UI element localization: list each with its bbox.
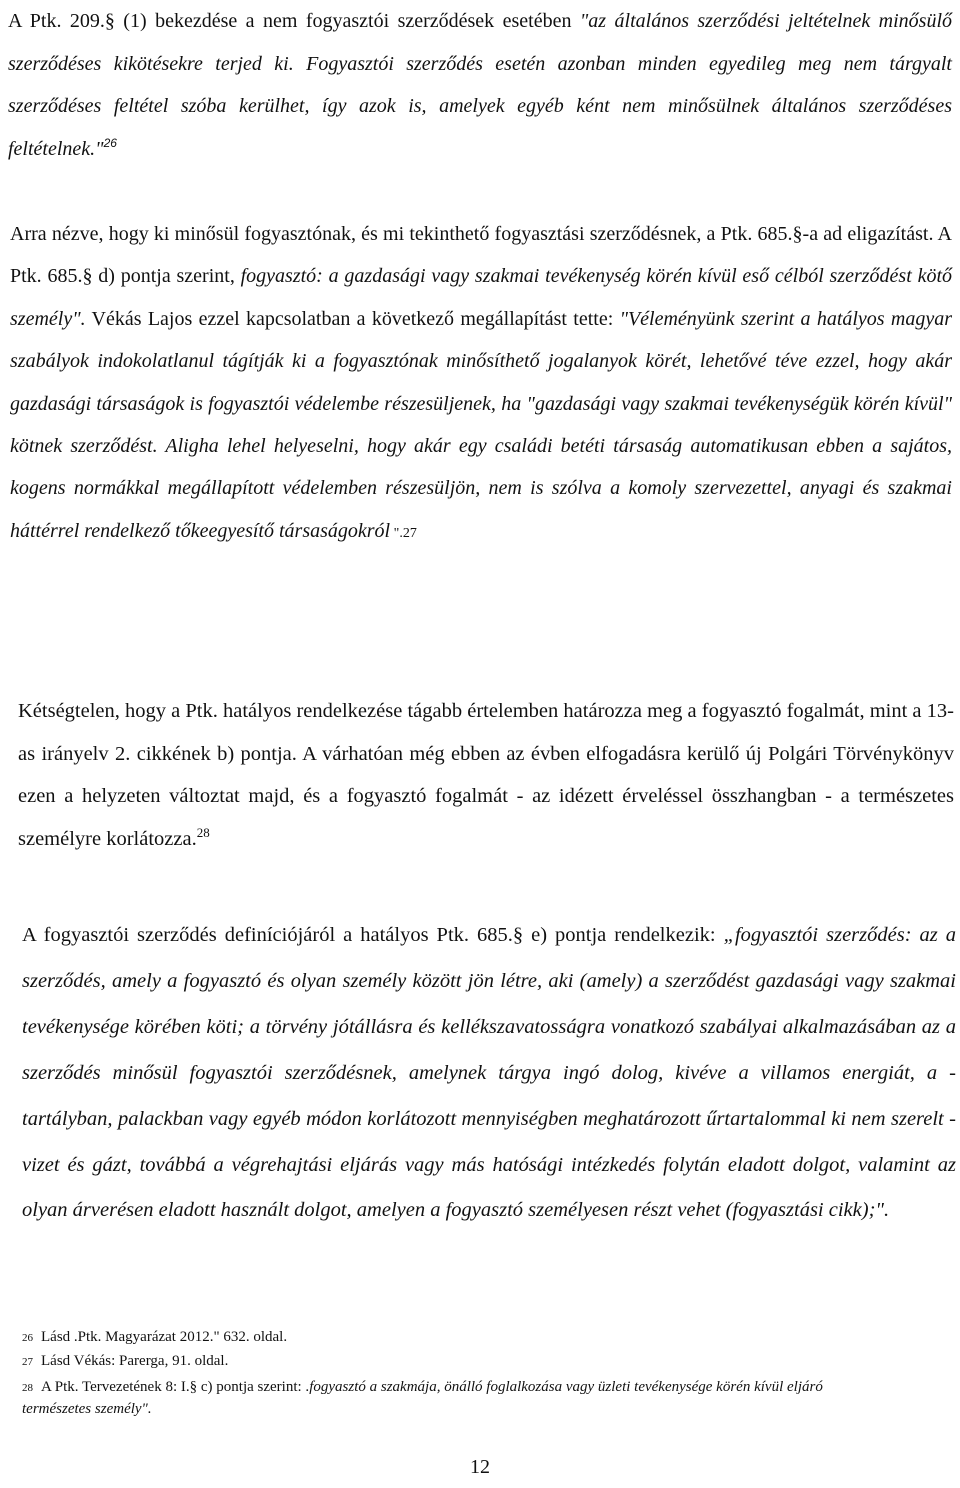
footnote-28: [22, 1377, 882, 1420]
footnote-27: [22, 1350, 882, 1374]
italic-quote: „fogyasztói szerződés: az a szerződés, amely a fogyasztó és olyan személy között jön létre, aki (amely) a szerződést gazdasági vagy szakmai tevékenysége körében köti; a törvény jótállásra és kellékszavatosságra vonatkozó szabályai alkalmazásában az a szerződés minősül fogyasztói szerződésnek, amelynek tárgya ingó dolog, kivéve a villamos energiát, a - tartályban, palackban vagy egyéb módon korlátozott mennyiségben meghatározott űrtartalommal ki nem szerelt - vizet és gázt, továbbá a végrehajtási eljárás vagy más hatósági intézkedés folytán eladott dolgot, valamint az olyan árverésen eladott használt dolgot, amelyen a fogyasztó személyesen részt vehet (fogyasztási cikk);".: [22, 924, 956, 1222]
paragraph-directive-comparison: [18, 690, 954, 861]
footnote-ref-27[interactable]: 27: [402, 525, 417, 541]
footnote-text: Lásd .Ptk. Magyarázat 2012." 632. oldal.: [41, 1329, 288, 1345]
footnote-number: 28: [22, 1382, 33, 1394]
paragraph-text: A fogyasztói szerződés definíciójáról a hatályos Ptk. 685.§ e) pontja rendelkezik:: [22, 924, 724, 946]
footnotes: [22, 1326, 882, 1420]
paragraph-consumer-definition: [10, 213, 952, 555]
italic-quote: "Véleményünk szerint a hatályos magyar szabályok indokolatlanul tágítják ki a fogyasztónak minősíthető jogalanyok körét, lehetővé téve ezzel, hogy akár gazdasági társaságok is fogyasztói védelembe részesüljenek, ha "gazdasági vagy szakmai tevékenységük körén kívül" kötnek szerződést. Aligha lehel helyeselni, hogy akár egy családi betéti társaság automatikusan ebben a sajátos, kogens normákkal megállapított védelemben részesüljön, nem is szólva a komoly szervezettel, anyagi és szakmai háttérrel rendelkező tőkeegyesítő társaságokról: [10, 307, 953, 542]
paragraph-text: Arra nézve, hogy ki minősül fogyasztónak, és mi tekinthető fogyasztási szerződésnek, a Ptk. 685.§-a ad eligazítást. A Ptk. 685.§ d) pontja szerint,: [10, 223, 952, 288]
paragraph-text: Vékás Lajos ezzel kapcsolatban a következő megállapítást tette:: [85, 307, 620, 330]
footnote-text: A Ptk. Tervezetének 8: I.§ c) pontja szerint: .: [41, 1379, 310, 1395]
paragraph-text: Kétségtelen, hogy a Ptk. hatályos rendelkezése tágabb értelemben határozza meg a fogyasztó fogalmát, mint a 13-as irányelv 2. cikkének b) pontja. A várhatóan még ebben az évben elfogadásra kerülő új Polgári Törvénykönyv ezen a helyzeten változtat majd, és a fogyasztó fogalmát - az idézett érveléssel összhangban - a természetes személyre korlátozza.: [18, 700, 954, 851]
footnote-26: [22, 1326, 882, 1350]
footnote-italic-text: fogyasztó a szakmája, önálló foglalkozása vagy üzleti tevékenysége körén kívül eljáró természetes személy".: [22, 1379, 823, 1417]
footnote-number: 26: [22, 1332, 33, 1344]
footnote-number: 27: [22, 1356, 33, 1368]
italic-quote: fogyasztó: a gazdasági vagy szakmai tevékenység körén kívül eső célból szerződést kötő személy".: [10, 265, 952, 330]
paragraph-ptk-209: [8, 0, 952, 170]
paragraph-consumer-contract: [22, 913, 956, 1234]
footnote-ref-28[interactable]: 28: [196, 825, 210, 841]
footnote-text: Lásd Vékás: Parerga, 91. oldal.: [41, 1353, 229, 1369]
footnote-ref-26[interactable]: 26: [103, 135, 117, 150]
italic-quote: "az általános szerződési jeltételnek minősülő szerződéses kikötésekre terjed ki. Fogyasztói szerződés esetén azonban minden egyedileg meg nem tárgyalt szerződéses feltétel szóba kerülhet, így azok is, amelyek egyéb ként nem minősülnek általános szerződéses feltételnek.": [8, 10, 952, 160]
paragraph-text: A Ptk. 209.§ (1) bekezdése a nem fogyasztói szerződések esetében: [8, 10, 580, 32]
page-number: 12: [470, 1456, 490, 1478]
quote-closing: ".: [390, 525, 403, 541]
